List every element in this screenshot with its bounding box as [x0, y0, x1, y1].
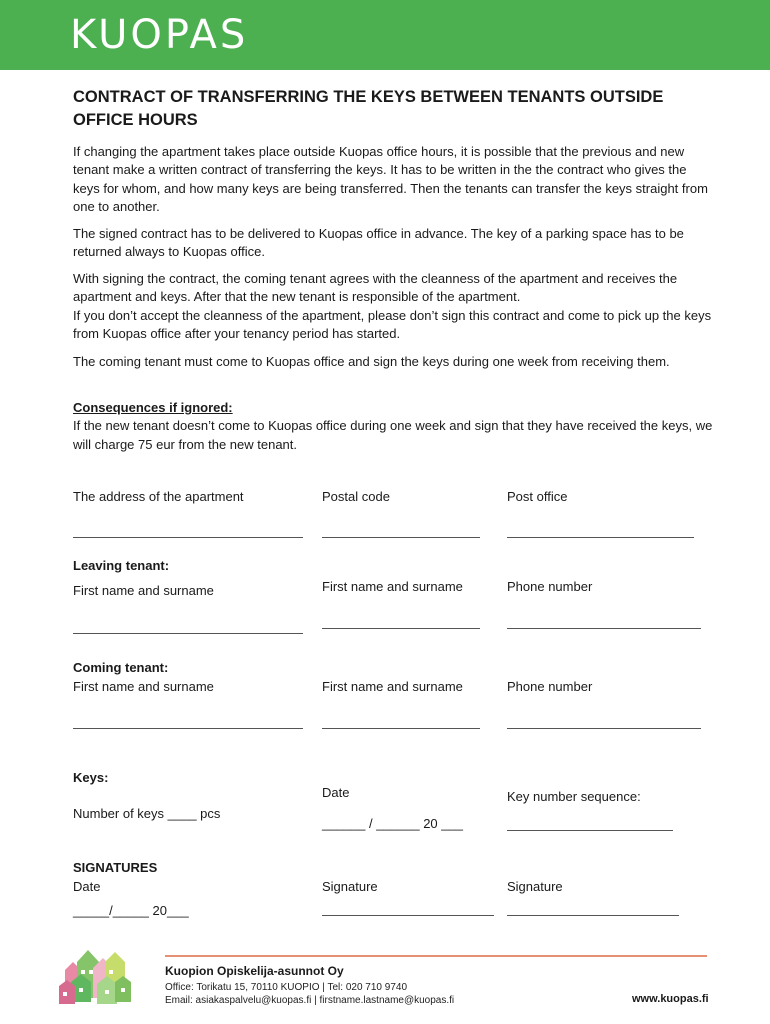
consequences-heading: Consequences if ignored:	[73, 400, 233, 415]
number-of-keys-field[interactable]: Number of keys ____ pcs	[73, 806, 221, 821]
cleanness-text-a: With signing the contract, the coming tenant agrees with the cleanness of the apartment and receives the apartment and keys. After that the new tenant is responsible of the apartment.	[73, 271, 678, 305]
kuopas-logo: KUOPAS	[70, 12, 249, 58]
coming-name-field-2[interactable]	[322, 728, 480, 729]
footer-website-link[interactable]: www.kuopas.fi	[632, 993, 709, 1005]
keys-date-label: Date	[322, 785, 350, 800]
keys-heading: Keys:	[73, 770, 109, 785]
leaving-phone-label: Phone number	[507, 579, 593, 594]
key-sequence-field[interactable]	[507, 830, 673, 831]
leaving-name-field-1[interactable]	[73, 633, 303, 634]
cleanness-paragraph	[73, 270, 713, 343]
signature-field-1[interactable]	[322, 915, 494, 916]
intro-paragraph: If changing the apartment takes place outside Kuopas office hours, it is possible that the previous and new tenant make a written contract of transferring the keys. It has to be written in the the contract who gives the keys for whom, and how many keys are being transferred. Then the tenants can transfer the keys straight from one to another.	[73, 144, 708, 214]
coming-name-field-1[interactable]	[73, 728, 303, 729]
signature-date-label: Date	[73, 879, 101, 894]
signature-field-2[interactable]	[507, 915, 679, 916]
coming-phone-label: Phone number	[507, 679, 593, 694]
footer-company-name: Kuopion Opiskelija-asunnot Oy	[165, 964, 344, 978]
postal-code-label: Postal code	[322, 489, 390, 504]
leaving-name-label-2: First name and surname	[322, 579, 463, 594]
page-title: CONTRACT OF TRANSFERRING THE KEYS BETWEEN TENANTS OUTSIDE OFFICE HOURS	[73, 88, 664, 129]
consequences-block	[73, 399, 713, 454]
address-field[interactable]	[73, 537, 303, 538]
signature-label-1: Signature	[322, 879, 378, 894]
leaving-phone-field[interactable]	[507, 628, 701, 629]
footer-office-info: Office: Torikatu 15, 70110 KUOPIO | Tel: 020 710 9740	[165, 982, 408, 993]
footer-divider	[165, 955, 707, 957]
address-label: The address of the apartment	[73, 489, 244, 504]
coming-name-label-1: First name and surname	[73, 679, 214, 694]
signing-paragraph: The coming tenant must come to Kuopas office and sign the keys during one week from receiving them.	[73, 354, 670, 369]
footer-email-info: Email: asiakaspalvelu@kuopas.fi | firstname.lastname@kuopas.fi	[165, 995, 455, 1006]
delivery-paragraph: The signed contract has to be delivered to Kuopas office in advance. The key of a parking space has to be returned always to Kuopas office.	[73, 226, 684, 260]
post-office-label: Post office	[507, 489, 568, 504]
cleanness-text-b: If you don’t accept the cleanness of the apartment, please don’t sign this contract and come to pick up the keys from Kuopas office after your tenancy period has started.	[73, 307, 712, 341]
coming-name-label-2: First name and surname	[322, 679, 463, 694]
leaving-name-label-1: First name and surname	[73, 583, 214, 598]
coming-tenant-heading: Coming tenant:	[73, 660, 169, 675]
houses-illustration-icon	[55, 940, 135, 1006]
keys-date-field[interactable]: ______ / ______ 20 ___	[322, 816, 463, 831]
signature-label-2: Signature	[507, 879, 563, 894]
postal-code-field[interactable]	[322, 537, 480, 538]
consequences-text: If the new tenant doesn’t come to Kuopas office during one week and sign that they have received the keys, we will charge 75 eur from the new tenant.	[73, 418, 713, 452]
key-sequence-label: Key number sequence:	[507, 789, 641, 804]
post-office-field[interactable]	[507, 537, 694, 538]
signature-date-field[interactable]: _____/_____ 20___	[73, 903, 189, 918]
leaving-name-field-2[interactable]	[322, 628, 480, 629]
signatures-heading: SIGNATURES	[73, 860, 158, 875]
coming-phone-field[interactable]	[507, 728, 701, 729]
header-banner	[0, 0, 770, 70]
leaving-tenant-heading: Leaving tenant:	[73, 558, 170, 573]
